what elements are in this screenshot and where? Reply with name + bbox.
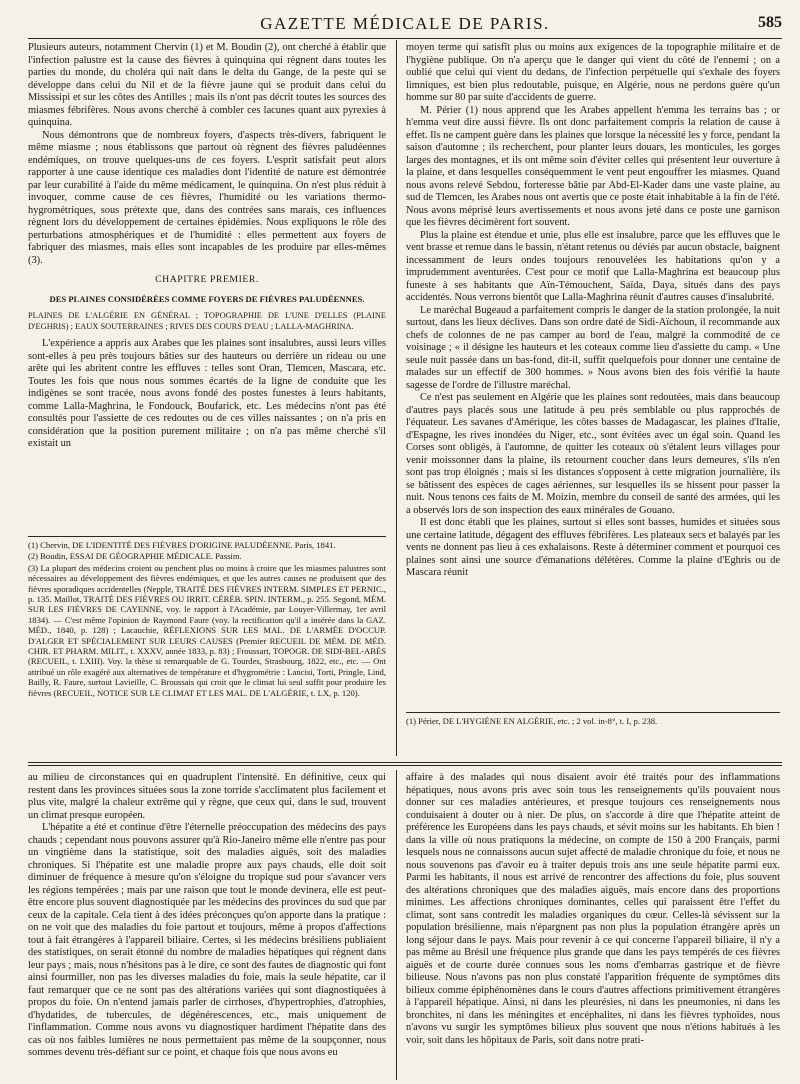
footnote: (1) Périer, DE L'HYGIÈNE EN ALGÉRIE, etc. ; 2 vol. in-8°, t. I, p. 238. xyxy=(406,716,658,726)
footnote: (2) Boudin, ESSAI DE GÉOGRAPHIE MÉDICALE. Passim. xyxy=(28,551,242,562)
section-rule-double xyxy=(28,765,782,766)
paragraph: Nous démontrons que de nombreux foyers, d'aspects très-divers, fabriquent le même miasme ; nous établissons que partout où règnent des fièvres paludéennes endémiques, on trouve quelques-uns de ces foyers. L'esprit satisfait peut alors rapporter à une cause identique ces maladies dont l'identité de nature est démontrée par leur curabilité à l'aide du même médicament, le quinquina. On n'est plus réduit à invoquer, comme cause de ces fièvres, l'humidité ou les variations thermo-hygrométriques, sous prétexte que, dans des contrées sans marais, ces influences règnent lors du développement de certaines épidémies. Nous expliquons le rôle des perturbations atmosphériques et de l'humidité : elles permettent aux foyers de fabriquer des miasmes, mais elles sont incapables de les produire par elles-mêmes (3). xyxy=(28,129,386,266)
column-divider xyxy=(396,40,397,756)
page-header xyxy=(28,14,782,36)
paragraph: Plusieurs auteurs, notamment Chervin (1) et M. Boudin (2), ont cherché à établir que l'infection palustre est la cause des fièvres à quinquina qui règnent dans toutes les parties du monde, du choléra qui naît dans le delta du Gange, de la peste qui se développe dans celui du Nil et de la fièvre jaune qui se produit dans celui du Mississipi et sur les côtes des Antilles ; mais ils n'ont pas décrit toutes les sources des miasmes fébrifères. Nous avons cherché à combler ces lacunes quant aux pyrexies à quinquina. xyxy=(28,42,386,128)
upper-right-footnotes xyxy=(406,716,780,752)
footnote-rule xyxy=(28,536,386,537)
upper-right-column xyxy=(406,42,780,704)
header-rule xyxy=(28,38,782,39)
paragraph: M. Périer (1) nous apprend que les Arabes appellent h'emma les terrains bas ; or h'emma veut dire aussi fièvre. Ils ont donc parfaitement compris la relation de cause à effet. Ils ne campent guère dans les plaines que lorsque la nécessité les y force, pendant la saison d'automne ; ils recherchent, pour planter leurs douars, les monticules, les gorges larges des montagnes, et ils ont même soin d'éviter celles qui présentent leur ouverture à la plaine, et dans lesquelles conséquemment le vent peut engouffrer les miasmes. Quand nous avons relevé Sebdou, forteresse bâtie par Abd-El-Kader dans une vaste plaine, au sud de Tlemcen, les Arabes nous ont avertis que ce poste était inhabitable à la fin de l'été. Nous avons méprisé leurs avertissements et nous avons jeté dans ce poste une garnison que les fièvres décimèrent fort souvent. xyxy=(406,104,780,228)
chapter-subtitle: DES PLAINES CONSIDÉRÉES COMME FOYERS DE FIÈVRES PALUDÉENNES. xyxy=(49,293,365,304)
lower-right-column xyxy=(406,772,780,1078)
paragraph: Plus la plaine est étendue et unie, plus elle est insalubre, parce que les effluves que le vent brasse et remue dans le bassin, n'étant retenus ou déviés par aucun obstacle, baignent incessamment de leurs ondes toujours renouvelées les habitations qu'on y a imprudemment aventurées. C'est pour ce motif que Lalla-Maghrina est beaucoup plus funeste à ses habitants que Aïn-Témouchent, Saïda, Daya, situés dans des pays accidentés. Nous verrons bientôt que Lalla-Maghrina réunit d'autres causes d'insalubrité. xyxy=(406,229,780,303)
paragraph: affaire à des malades qui nous disaient avoir été traités pour des inflammations hépatiques, nous avons pris avec soin tous les renseignements qu'ils pouvaient nous donner sur ces maladies antérieures, et presque toujours ces renseignements nous conduisaient à douter ou à nier. De plus, on s'accorde à dire que l'hépatite atteint de préférence les Européens dans les pays chauds, et sévit moins sur les habitants. Eh bien ! dans la ville où nous pratiquons la médecine, on compte de 150 à 200 Français, parmi lesquels nous ne connaissons aucun sujet affecté de maladie chronique du foie, et nous ne nous souvenons pas d'avoir eu à traiter depuis trois ans une seule hépatite parmi eux. Parmi les habitants, il nous est arrivé de rencontrer des affections du foie, plus souvent des altérations chroniques que des maladies aiguës, mais encore dans des proportions minimes. Les affections chroniques dominantes, celles qui paraissent être l'effet du climat, sont sans contredit les maladies organiques du cœur. Celles-là sévissent sur la population brésilienne, mais n'épargnent pas non plus la population étrangère après un long séjour dans le pays. Mais pour revenir à ce qui concerne l'appareil biliaire, il n'y a pas même au Brésil une fréquence plus grande que dans les pays tempérés de ces fièvres aiguës et de courte durée connues sous les noms d'embarras gastrique et de fièvre bilieuse. Nous n'avons pas non plus constaté l'apparition fréquente de symptômes dits bilieux comme épiphénomènes dans le cours d'autres affections primitivement étrangères à l'appareil hépatique. Ainsi, ni dans les pleurésies, ni dans les pneumonies, ni dans les bronchites, ni dans les méningites et encéphalites, ni dans les fièvres typhoïdes, nous n'avons vu surgir les symptômes bilieux plus souvent que nous n'étions habitués à les voir, soit dans les hôpitaux de Paris, soit dans notre prati- xyxy=(406,772,780,1046)
paragraph: au milieu de circonstances qui en quadruplent l'intensité. En définitive, ceux qui restent dans les provinces situées sous la zone torride s'acclimatent plus facilement et plus vite, malgré la chaleur extrême qui y règne, que ceux qui, dans le sud, trouvent un climat presque européen. xyxy=(28,772,386,821)
upper-left-footnotes xyxy=(28,540,386,752)
paragraph: L'expérience a appris aux Arabes que les plaines sont insalubres, aussi leurs villes sont-elles à peu près toujours bâties sur des hauteurs ou derrière un rideau ou une arête qui les abritent contre les effluves : telles sont Oran, Tlemcen, Mascara, etc. Toutes les fois que nous nous sommes écartés de la ligne de conduite que les indigènes se sont tracée, nous avons fondé des postes funestes à leurs habitants, comme Lalla-Maghrina, le Fondouck, Boufarick, etc. Les médecins n'ont pas été consultés pour l'assiette de ces redoutes ou de ces villes naissantes ; on n'a pris en considération que la position purement militaire ; on n'a pas même cherché s'il existait un xyxy=(28,338,386,449)
chapter-heading: CHAPITRE PREMIER. xyxy=(155,274,259,285)
paragraph: moyen terme qui satisfît plus ou moins aux exigences de la topographie militaire et de l'hygiène publique. On n'a aperçu que le danger qui vient du côté de l'ennemi ; on a oublié que celui qui vient du dedans, de l'infection perpétuelle qui s'exhale des foyers limniques, est bien plus redoutable, puisque, en Algérie, nous ne perdons guère qu'un homme sur 80 par suite d'accidents de guerre. xyxy=(406,42,780,103)
footnote: (3) La plupart des médecins croient ou penchent plus ou moins à croire que les miasmes palustres sont nécessaires au développement des fièvres endémiques, et que les autres causes ne produisent que des fièvres sporadiques accidentelles (Nepple, TRAITÉ DES FIÈVRES INTERM. SIMPLES ET PERNIC., p. 135. Maillot, TRAITÉ DES FIÈVRES OU IRRIT. CÉRÉB. SPIN. INTERM., p. 255. Segond, MÉM. SUR LES FIÈVRES DE CAYENNE, voy. le rapport à l'Académie, par Louyer-Villermay, 1er avril 1834). — C'est même l'opinion de Raymond Faure (voy. la rectification qu'il a insérée dans la GAZ. MÉD., 1840, p. 128) ; Lacauchie, RÉFLEXIONS SUR LES MAL. DE L'ARMÉE D'OCCUP. D'ALGER ET SPÉCIALEMENT SUR LEURS CAUSES (Premier RECUEIL DE MÉM. DE MÉD. CHIR. ET PHARM. MILIT., t. XXXV, année 1833, p. 83) ; Froussart, TOPOGR. DE SIDI-BEL-ABÈS (RECUEIL, t. LXIII). Voy. la thèse si remarquable de G. Tourdes, Strasbourg, 1822, etc., etc. — Ont attribué un rôle exagéré aux alternatives de température et d'hygrométrie : Lancisi, Torti, Pringle, Lind, Bailly, R. Faure, surtout Lavieille, C. Broussais qui croit que le climat lui seul suffit pour produire les fièvres (RECUEIL, NOTICE SUR LE CLIMAT ET LES MAL. DE L'ALGÉRIE, t. LX, p. 120). xyxy=(28,562,386,698)
page-number: 585 xyxy=(758,14,782,31)
footnote-rule xyxy=(406,712,780,713)
lower-left-column xyxy=(28,772,386,1078)
paragraph: Il est donc établi que les plaines, surtout si elles sont basses, humides et situées sous une certaine latitude, dégagent des effluves fébrifères. Les plateaux secs et balayés par les vents ne donnent pas lieu à ces exhalaisons. Reste à déterminer comment et pourquoi ces plaines sont ainsi une source d'émanations délétères. Comme la plaine d'Eghris ou de Mascara réunit xyxy=(406,517,780,578)
paragraph: Le maréchal Bugeaud a parfaitement compris le danger de la station prolongée, la nuit surtout, dans les lieux déclives. Dans son ordre daté de Sidi-Aïchoun, il recommande aux chefs de colonnes de ne pas camper au bord de l'eau, malgré la commodité de ce voisinage ; « il désigne les hauteurs et les coteaux comme lieu d'assiette du camp. « Une seule nuit passée dans un bas-fond, dit-il, suffit quelquefois pour donner une centaine de malades sur un effectif de 300 hommes. » Nous avons bien des fois vérifié la haute sagesse de l'ordre de l'illustre maréchal. xyxy=(406,304,780,391)
upper-left-column xyxy=(28,42,386,532)
footnote: (1) Chervin, DE L'IDENTITÉ DES FIÈVRES D'ORIGINE PALUDÉENNE. Paris, 1841. xyxy=(28,540,336,550)
journal-title: GAZETTE MÉDICALE DE PARIS. xyxy=(260,14,550,33)
paragraph: L'hépatite a été et continue d'être l'éternelle préoccupation des médecins des pays chauds ; cependant nous pouvons assurer qu'à Rio-Janeiro même elle n'entre pas pour un vingtième dans la statistique, soit des maladies aiguës, soit des maladies chroniques. Si l'hépatite est une maladie propre aux pays chauds, elle doit soit diminuer de fréquence à mesure qu'on s'éloigne du tropique sud pour s'avancer vers les régions tempérées ; mais par une raison que tout le monde devinera, elle est peut-être encore plus souvent diagnostiquée par les médecins des provinces du sud que par ceux de la capitale. Cela tient à des idées préconçues qu'on apporte dans la pratique : on ne voit que des maladies du foie partout et toujours, même à propos d'affections tout à fait étrangères à l'appareil biliaire. Certes, si les médecins brésiliens publiaient des statistiques, on serait étonné du nombre de maladies hépatiques qui règnent dans leur pays ; mais, nous n'hésitons pas à le dire, ce sont des fautes de diagnostic qui font ainsi fourmiller, non pas les diverses maladies du foie, mais la seule hépatite, car il faut remarquer que ce ne sont pas des altérations variées qui sont diagnostiquées à propos du foie. On n'entend jamais parler de cirrhoses, d'hypertrophies, d'atrophies, d'hydatides, de tubercules, de dégénérescences, etc., mais uniquement de l'inflammation. Comme nous avons vu diagnostiquer hardiment l'hépatite dans des cas où nos faibles lumières ne nous permettaient pas même de la soupçonner, nous sommes devenu très-défiant sur ce point, et chaque fois que nous avons eu xyxy=(28,822,386,1058)
section-rule xyxy=(28,762,782,763)
chapter-summary: PLAINES DE L'ALGÉRIE EN GÉNÉRAL ; TOPOGRAPHIE DE L'UNE D'ELLES (PLAINE D'EGHRIS) ; EAUX SOUTERRAINES ; RIVES DES COURS D'EAU ; LALLA-MAGHRINA. xyxy=(28,311,386,331)
paragraph: Ce n'est pas seulement en Algérie que les plaines sont redoutées, mais dans beaucoup d'autres pays placés sous une latitude à peu près semblable ou plus rapprochés de l'équateur. Les savanes d'Amérique, les côtes basses de Madagascar, les plaines d'Italie, d'Espagne, les rives inondées du Niger, etc., sont évitées avec un égal soin. Quand les Corses sont obligés, à l'automne, de quitter les coteaux où s'étalent leurs villages pour venir moissonner dans la plaine, ils retournent coucher dans leurs demeures, s'ils n'en sont pas trop éloignés ; mais si les distances s'opposent à cette migration journalière, ils se bâtissent des espèces de cages aériennes, sur lesquelles ils se hissent pour passer la nuit. Nous tenons ces faits de M. Moizin, membre du conseil de santé des armées, qui les a observés lors de son inspection des eaux minérales de Gouano. xyxy=(406,392,780,516)
column-divider-lower xyxy=(396,770,397,1080)
